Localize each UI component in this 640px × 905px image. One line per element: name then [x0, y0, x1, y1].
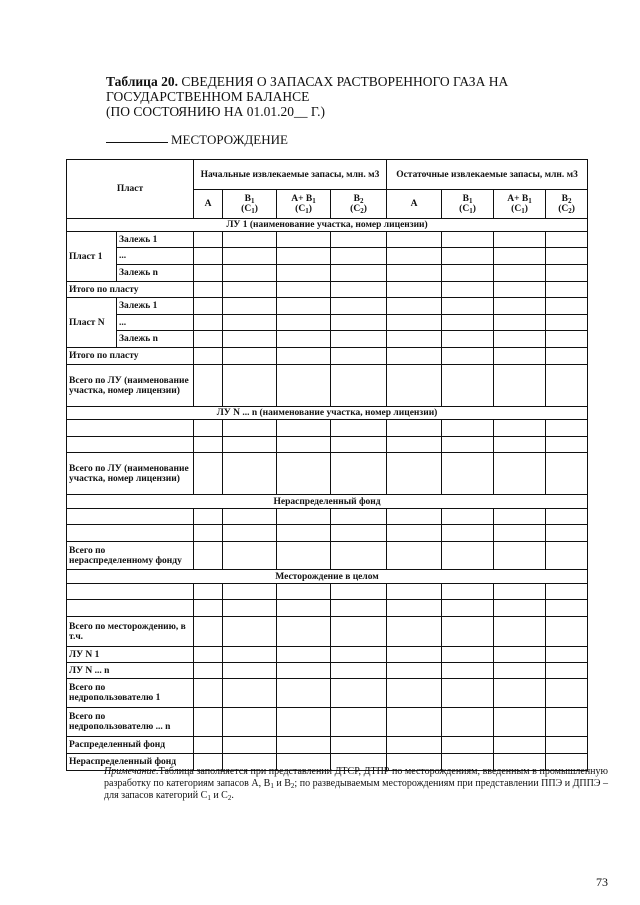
header-residual-ab1: $А+ В_1$ $(С_1)$ — [494, 190, 546, 219]
page-title — [106, 74, 576, 119]
header-layer: Пласт — [67, 160, 194, 219]
header-residual-b2: $В_2$ $(С_2)$ — [546, 190, 588, 219]
lu-nn-label: ЛУ N ... n — [67, 663, 194, 679]
total-layer-label: Итого по пласту — [67, 348, 194, 365]
page-number: 73 — [596, 875, 608, 889]
table-row — [67, 298, 588, 315]
deposit-blank — [106, 142, 168, 143]
total-unallocated-label: Всего по нераспределенному фонду — [67, 542, 194, 570]
allocated-fund-label: Распределенный фонд — [67, 737, 194, 754]
total-usern-label: Всего по недропользователю ... n — [67, 708, 194, 737]
deposit-label: МЕСТОРОЖДЕНИЕ — [171, 132, 288, 147]
table-row — [67, 600, 588, 617]
table-row — [67, 708, 588, 737]
header-residual-b1: $В_1$ $(С_1)$ — [442, 190, 494, 219]
header-residual-a: А — [387, 190, 442, 219]
table-row — [67, 282, 588, 298]
section-field-title: Месторождение в целом — [67, 570, 588, 584]
deposit-dots-label: ... — [117, 315, 194, 331]
title-text: СВЕДЕНИЯ О ЗАПАСАХ РАСТВОРЕННОГО ГАЗА НА ГОСУДАРСТВЕННОМ БАЛАНСЕ — [106, 74, 509, 104]
lu-n1-label: ЛУ N 1 — [67, 647, 194, 663]
header-initial-a: А — [194, 190, 223, 219]
table-row — [67, 737, 588, 754]
title-date: (ПО СОСТОЯНИЮ НА 01.01.20__ Г.) — [106, 104, 326, 119]
table-row — [67, 232, 588, 248]
total-lu-label: Всего по ЛУ (наименование участка, номер лицензии) — [67, 365, 194, 407]
table-row — [67, 679, 588, 708]
section-title-row — [67, 495, 588, 509]
layer-1-label: Пласт 1 — [67, 232, 117, 282]
table-row — [67, 453, 588, 495]
title-table-number: Таблица 20. — [106, 74, 178, 89]
table-row — [67, 437, 588, 453]
section-lu1-title: ЛУ 1 (наименование участка, номер лицензии) — [67, 219, 588, 232]
header-residual-reserves: Остаточные извлекаемые запасы, млн. м3 — [387, 160, 588, 190]
deposit-n-label: Залежь n — [117, 265, 194, 282]
table-row — [67, 420, 588, 437]
header-initial-reserves: Начальные извлекаемые запасы, млн. м3 — [194, 160, 387, 190]
unallocated-fund-label: Нераспределенный фонд — [67, 754, 194, 771]
total-lu-label: Всего по ЛУ (наименование участка, номер лицензии) — [67, 453, 194, 495]
section-unallocated-title: Нераспределенный фонд — [67, 495, 588, 509]
table-row — [67, 365, 588, 407]
table-row — [67, 265, 588, 282]
total-user1-label: Всего по недропользователю 1 — [67, 679, 194, 708]
header-initial-ab1: $А+ В_1$ $(С_1)$ — [277, 190, 331, 219]
deposit-1-label: Залежь 1 — [117, 232, 194, 248]
deposit-n-label: Залежь n — [117, 331, 194, 348]
layer-n-label: Пласт N — [67, 298, 117, 348]
table-row — [67, 525, 588, 542]
table-row — [67, 663, 588, 679]
table-row — [67, 248, 588, 265]
total-field-label: Всего по месторождению, в т.ч. — [67, 617, 194, 647]
table-row — [67, 647, 588, 663]
deposit-1-label: Залежь 1 — [117, 298, 194, 315]
section-title-row — [67, 219, 588, 232]
section-title-row — [67, 570, 588, 584]
deposit-dots-label: ... — [117, 248, 194, 265]
footnote: Примечание.Таблица заполняется при представлении ДТСР, ДТПР по месторождениям, введенным в промышленную разработку по категориям запасов А, $В_1$ и $В_2$; по разведываемым месторождениям при представлении ППЭ и ДППЭ – для запасов категорий $С_1$ и $С_2$. — [104, 766, 608, 802]
header-row-groups — [67, 160, 588, 190]
footnote-label: Примечание. — [104, 766, 159, 777]
section-lun-title: ЛУ N ... n (наименование участка, номер лицензии) — [67, 407, 588, 420]
table-row — [67, 348, 588, 365]
table-row — [67, 617, 588, 647]
header-initial-b2: $В_2$ $(С_2)$ — [331, 190, 387, 219]
table-row — [67, 509, 588, 525]
table-row — [67, 542, 588, 570]
table-row — [67, 331, 588, 348]
reserves-table — [66, 159, 588, 771]
table-row — [67, 315, 588, 331]
section-title-row — [67, 407, 588, 420]
table-row — [67, 584, 588, 600]
header-initial-b1: $В_1$ $(С_1)$ — [223, 190, 277, 219]
total-layer-label: Итого по пласту — [67, 282, 194, 298]
deposit-line — [106, 132, 288, 148]
